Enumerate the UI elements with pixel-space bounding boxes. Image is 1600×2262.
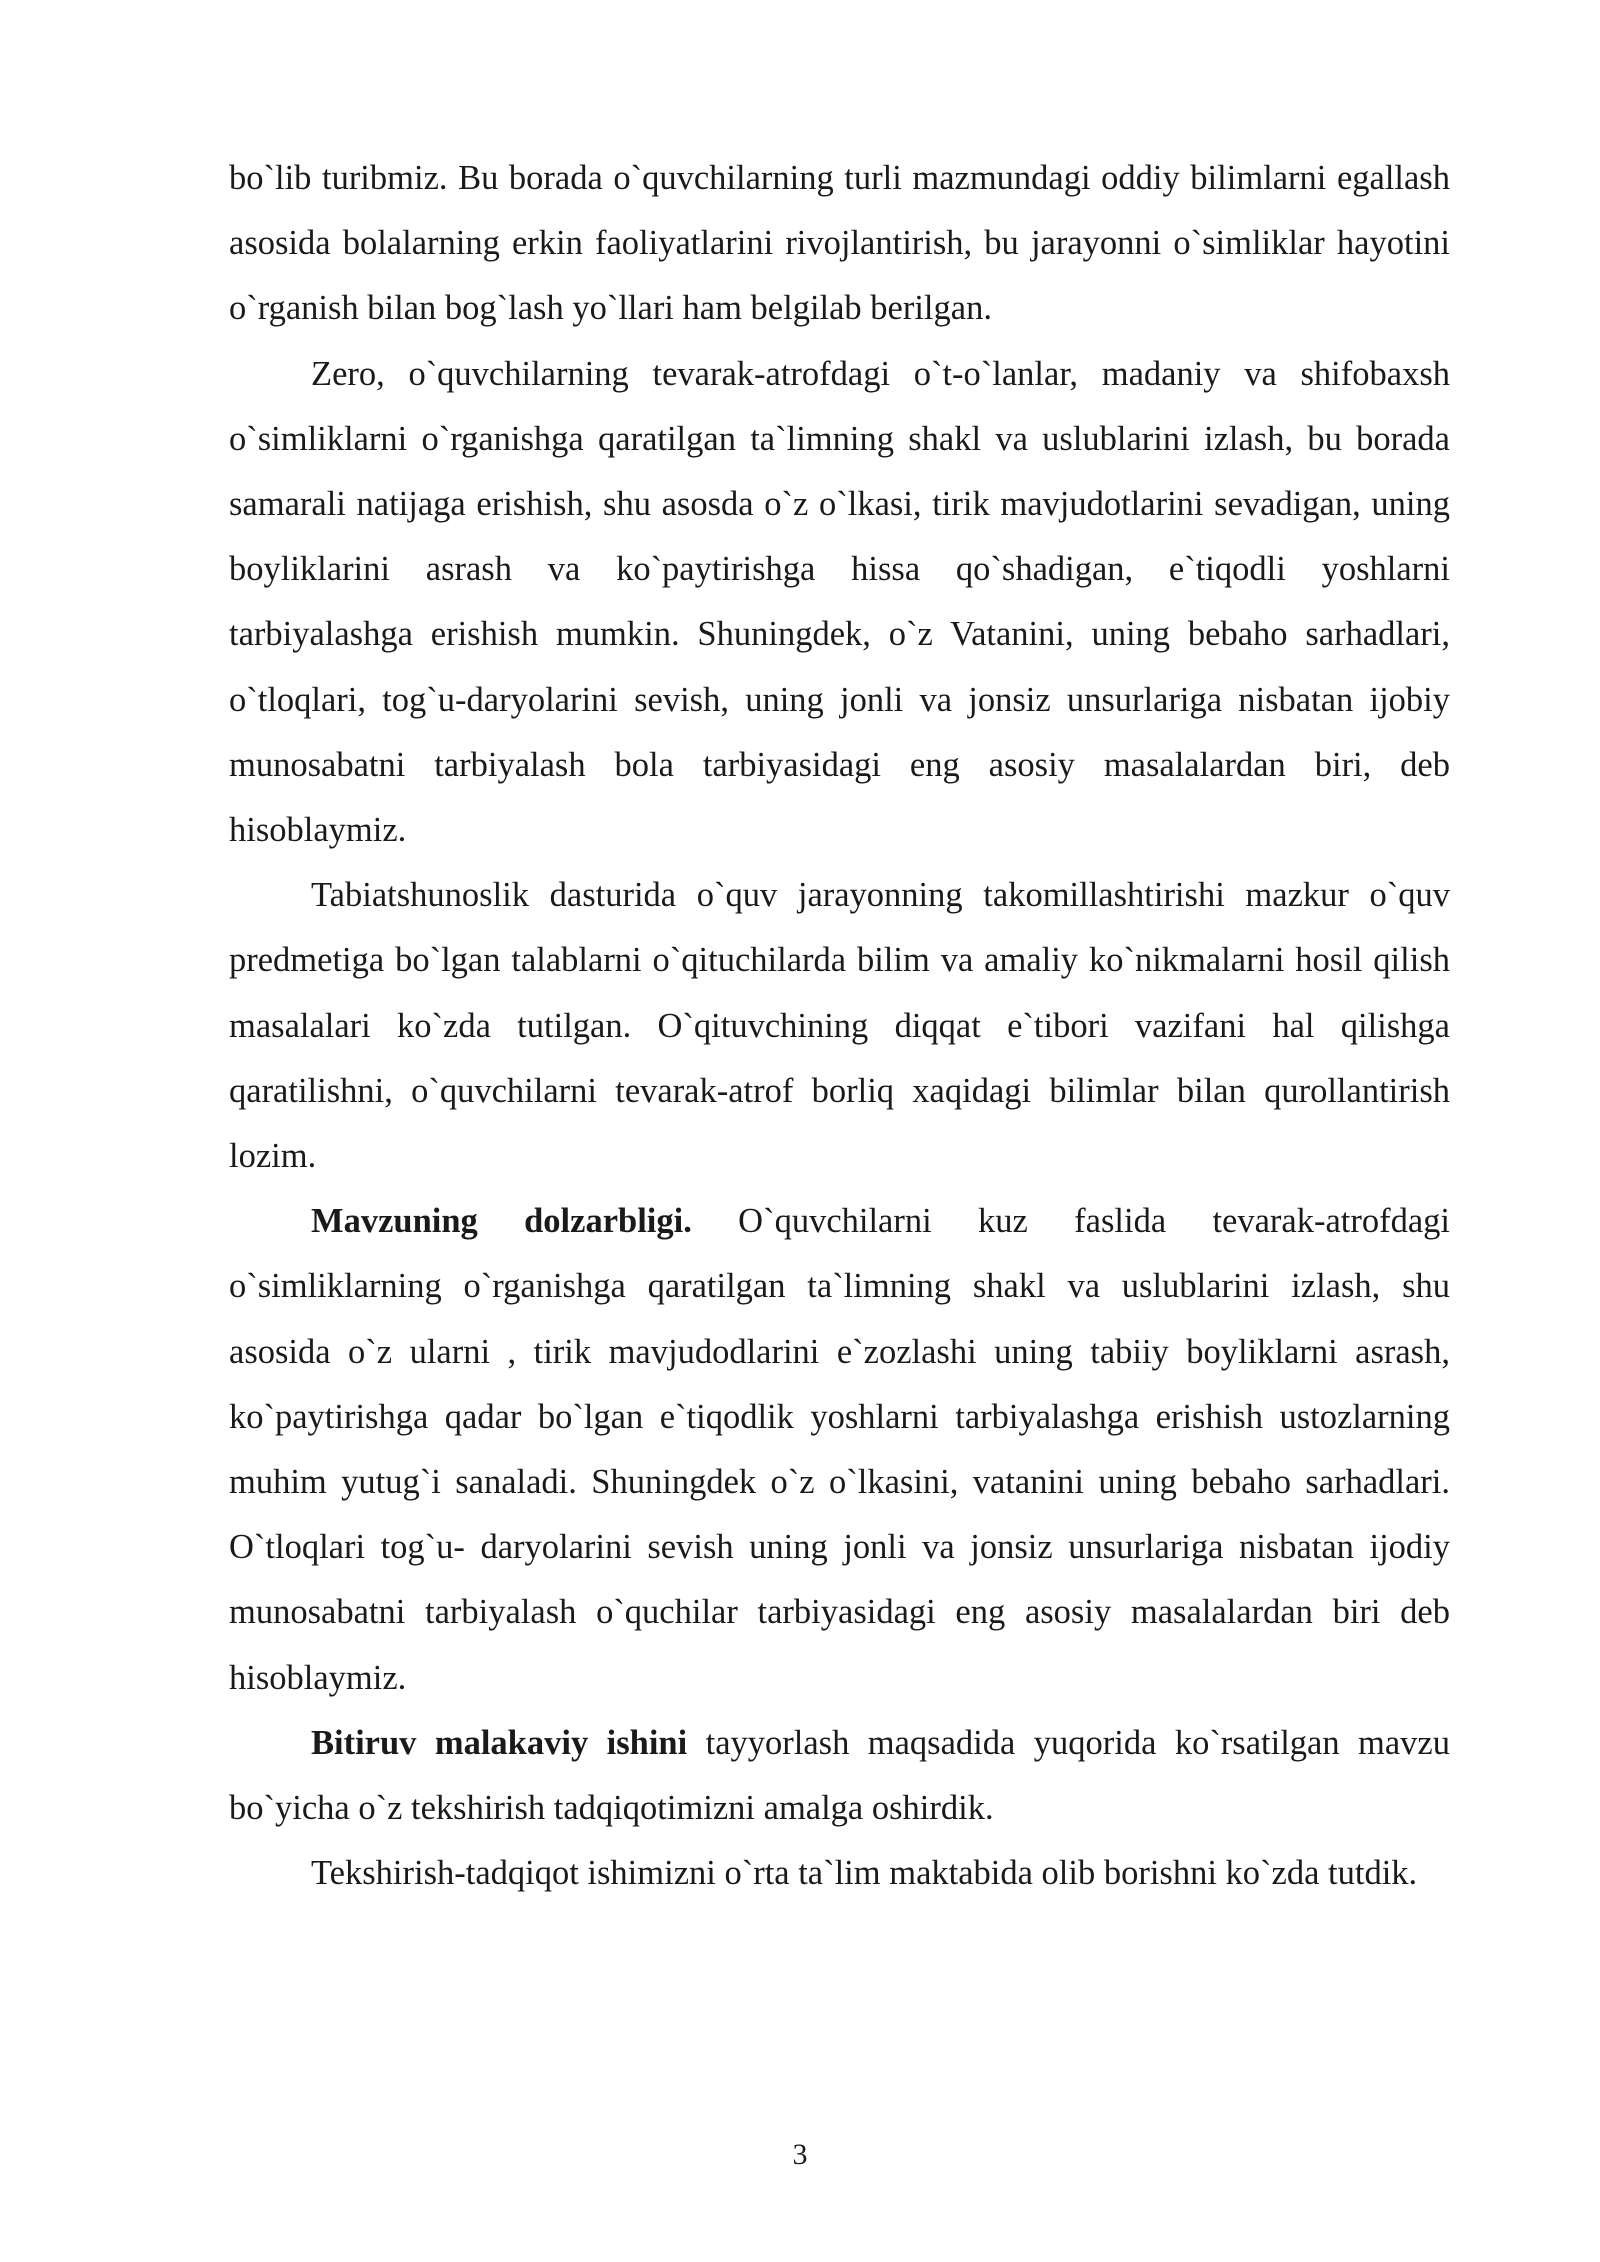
paragraph-text: bo`lib turibmiz. Bu borada o`quvchilarning turli mazmundagi oddiy bilimlarni egallash asosida bolalarning erkin faoliyatlarini rivojlantirish, bu jarayonni o`simliklar hayotini o`rganish bilan bog`lash yo`llari ham belgilab berilgan. bbox=[229, 159, 1450, 328]
paragraph-text: Zero, o`quvchilarning tevarak-atrofdagi o`t-o`lanlar, madaniy va shifobaxsh o`simliklarni o`rganishga qaratilgan ta`limning shakl va uslublarini izlash, bu borada samarali natijaga erishish, shu asosda o`z o`lkasi, tirik mavjudotlarini sevadigan, uning boyliklarini asrash va ko`paytirishga hissa qo`shadigan, e`tiqodli yoshlarni tarbiyalashga erishish mumkin. Shuningdek, o`z Vatanini, uning bebaho sarhadlari, o`tloqlari, tog`u-daryolarini sevish, uning jonli va jonsiz unsurlariga nisbatan ijobiy munosabatni tarbiyalash bola tarbiyasidagi eng asosiy masalalardan biri, deb hisoblaymiz. bbox=[229, 354, 1450, 850]
paragraph-tabiatshunoslik bbox=[229, 863, 1450, 1189]
paragraph-continuation bbox=[229, 146, 1450, 342]
paragraph-zero bbox=[229, 342, 1450, 864]
paragraph-text: O`quvchilarni kuz faslida tevarak-atrofdagi o`simliklarning o`rganishga qaratilgan ta`limning shakl va uslublarini izlash, shu asosida o`z ularni , tirik mavjudodlarini e`zozlashi uning tabiiy boyliklarni asrash, ko`paytirishga qadar bo`lgan e`tiqodlik yoshlarni tarbiyalashga erishish ustozlarning muhim yutug`i sanaladi. Shuningdek o`z o`lkasini, vatanini uning bebaho sarhadlari. O`tloqlari tog`u- daryolarini sevish uning jonli va jonsiz unsurlariga nisbatan ijodiy munosabatni tarbiyalash o`quchilar tarbiyasidagi eng asosiy masalalardan biri deb hisoblaymiz. bbox=[229, 1202, 1450, 1697]
document-page-body bbox=[229, 146, 1450, 1906]
paragraph-text: tayyorlash maqsadida yuqorida ko`rsatilgan mavzu bo`yicha o`z tekshirish tadqiqotimizni amalga oshirdik. bbox=[229, 1723, 1450, 1828]
paragraph-text: Tabiatshunoslik dasturida o`quv jarayonning takomillashtirishi mazkur o`quv predmetiga bo`lgan talablarni o`qituchilarda bilim va amaliy ko`nikmalarni hosil qilish masalalari ko`zda tutilgan. O`qituvchining diqqat e`tibori vazifani hal qilishga qaratilishni, o`quvchilarni tevarak-atrof borliq xaqidagi bilimlar bilan qurollantirish lozim. bbox=[229, 876, 1450, 1176]
paragraph-bitiruv-malakaviy-ishi bbox=[229, 1711, 1450, 1841]
paragraph-bold-lead: Mavzuning dolzarbligi. bbox=[311, 1202, 692, 1241]
paragraph-bold-lead: Bitiruv malakaviy ishini bbox=[311, 1723, 688, 1762]
paragraph-text: Tekshirish-tadqiqot ishimizni o`rta ta`lim maktabida olib borishni ko`zda tutdik. bbox=[311, 1854, 1418, 1893]
paragraph-tekshirish-tadqiqot bbox=[229, 1841, 1450, 1906]
page-number: 3 bbox=[792, 2138, 808, 2171]
paragraph-mavzuning-dolzarbligi bbox=[229, 1189, 1450, 1711]
